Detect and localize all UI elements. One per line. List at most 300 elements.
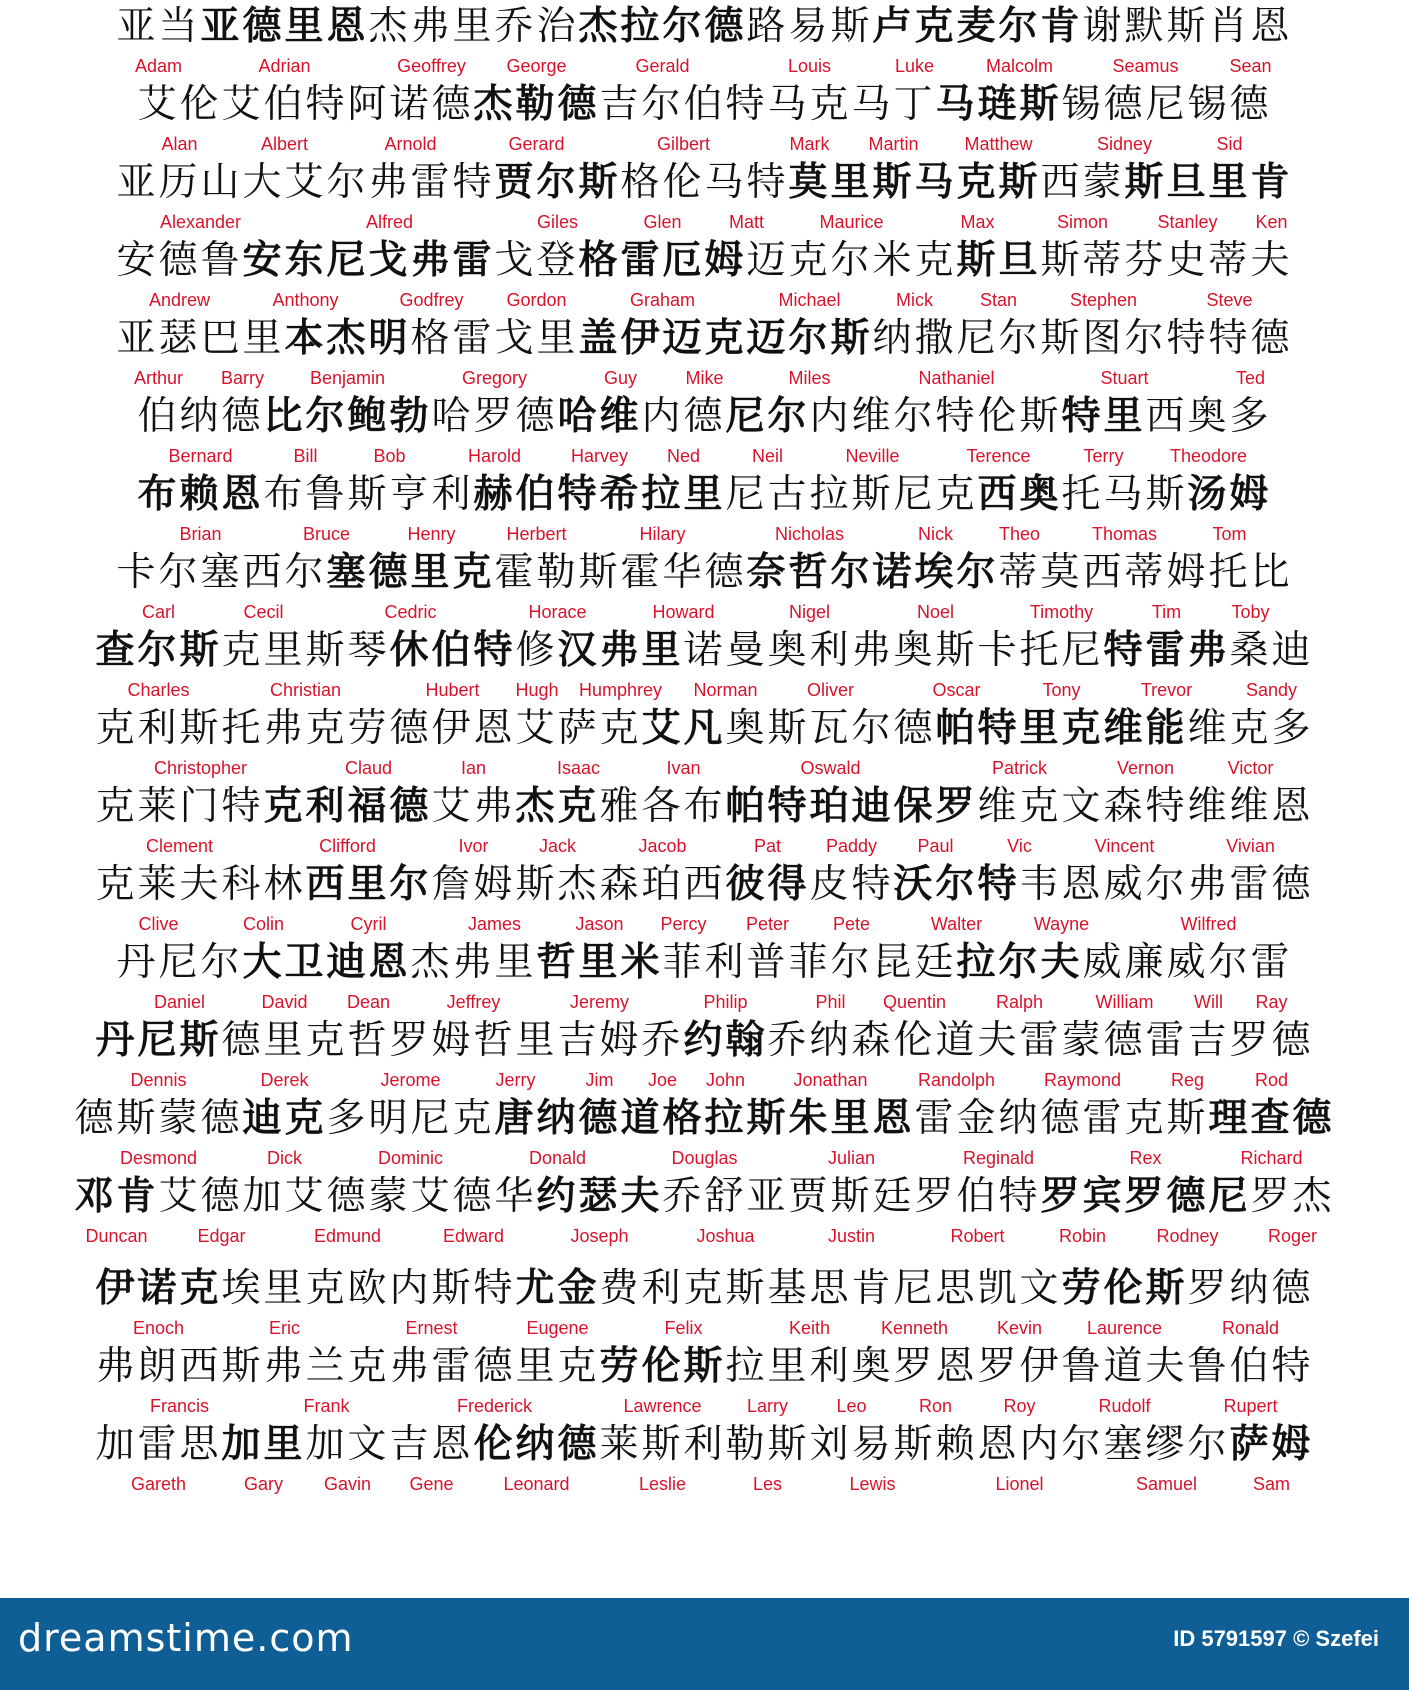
english-name-edgar: Edgar [197,1226,246,1246]
english-name-daniel: Daniel [153,992,206,1012]
chinese-name-desmond: 德斯蒙德 [74,1096,243,1141]
chinese-name-godfrey: 戈弗雷 [368,238,495,283]
english-name-enoch: Enoch [132,1318,185,1338]
english-name-nigel: Nigel [788,602,831,622]
english-name-jim: Jim [585,1070,614,1090]
chinese-name-samuel: 塞缪尔 [1103,1422,1230,1467]
english-name-guy: Guy [603,368,637,388]
chinese-name-pete: 皮特 [809,862,894,907]
name-row [0,234,1409,318]
chinese-name-joseph: 约瑟夫 [536,1174,663,1219]
chinese-name-ray: 雷 [1250,940,1293,985]
chinese-name-steve: 史蒂夫 [1166,238,1293,283]
chinese-name-dean: 迪恩 [326,940,411,985]
english-name-duncan: Duncan [85,1226,148,1246]
chinese-name-luke: 卢克 [872,4,957,49]
english-name-tony: Tony [1042,680,1081,700]
english-name-sidney: Sidney [1096,134,1153,154]
chinese-name-david: 大卫 [242,940,327,985]
english-name-albert: Albert [260,134,309,154]
english-name-john: John [705,1070,746,1090]
english-name-alfred: Alfred [365,212,414,232]
chinese-name-gene: 吉恩 [389,1422,474,1467]
chinese-name-enoch: 伊诺克 [95,1266,222,1311]
english-name-joshua: Joshua [696,1226,755,1246]
english-name-max: Max [960,212,995,232]
name-row [0,156,1409,240]
chinese-name-laurence: 劳伦斯 [1061,1266,1188,1311]
english-name-ernest: Ernest [405,1318,458,1338]
english-name-jason: Jason [575,914,624,934]
english-name-colin: Colin [242,914,285,934]
chinese-name-ivan: 艾凡 [641,706,726,751]
chinese-name-toby: 托比 [1208,550,1293,595]
name-row [0,1340,1409,1424]
chinese-name-stanley: 斯旦里 [1124,160,1251,205]
english-name-nick: Nick [918,524,953,544]
english-name-ivan: Ivan [666,758,701,778]
english-name-terry: Terry [1083,446,1124,466]
chinese-name-martin: 马丁 [851,82,936,127]
chinese-name-rupert: 鲁伯特 [1187,1344,1314,1389]
name-row [0,312,1409,396]
chinese-name-nathaniel: 纳撒尼尔 [872,316,1041,361]
chinese-name-sidney: 锡德尼 [1061,82,1188,127]
chinese-name-edgar: 艾德加 [158,1174,285,1219]
english-name-eric: Eric [269,1318,300,1338]
chinese-name-gary: 加里 [221,1422,306,1467]
chinese-name-jack: 杰克 [515,784,600,829]
english-name-stuart: Stuart [1100,368,1149,388]
english-name-thomas: Thomas [1091,524,1158,544]
english-name-larry: Larry [746,1396,788,1416]
english-name-jack: Jack [538,836,576,856]
chinese-name-oliver: 奥利弗 [767,628,894,673]
chinese-name-sid: 锡德 [1187,82,1272,127]
chinese-name-edward: 艾德华 [410,1174,537,1219]
english-name-gareth: Gareth [130,1474,187,1494]
chinese-name-neil: 尼尔 [725,394,810,439]
english-name-quentin: Quentin [882,992,947,1012]
english-name-gregory: Gregory [461,368,528,388]
english-name-tim: Tim [1151,602,1182,622]
chinese-name-vincent: 文森特 [1061,784,1188,829]
english-name-cedric: Cedric [384,602,437,622]
chinese-name-max: 马克斯 [914,160,1041,205]
chinese-name-donald: 唐纳德 [494,1096,621,1141]
english-name-bob: Bob [373,446,406,466]
chinese-name-geoffrey: 杰弗里 [368,4,495,49]
chinese-name-phil: 菲尔 [788,940,873,985]
english-name-tom: Tom [1212,524,1247,544]
english-name-gavin: Gavin [323,1474,372,1494]
english-name-sid: Sid [1216,134,1243,154]
english-name-alexander: Alexander [159,212,242,232]
chinese-name-joshua: 乔舒亚 [662,1174,789,1219]
english-name-ted: Ted [1235,368,1266,388]
chinese-name-percy: 珀西 [641,862,726,907]
english-name-harvey: Harvey [570,446,628,466]
chinese-name-theo: 西奥 [977,472,1062,517]
chinese-name-bill: 比尔 [263,394,348,439]
chinese-name-philip: 菲利普 [662,940,789,985]
english-name-humphrey: Humphrey [578,680,663,700]
english-name-rod: Rod [1254,1070,1289,1090]
english-name-pete: Pete [832,914,871,934]
chinese-name-howard: 霍华德 [620,550,747,595]
chinese-name-wilfred: 威尔弗雷德 [1103,862,1314,907]
english-name-roger: Roger [1267,1226,1318,1246]
english-name-stephen: Stephen [1069,290,1138,310]
english-name-terence: Terence [966,446,1031,466]
english-name-seamus: Seamus [1112,56,1179,76]
chinese-name-ralph: 拉尔夫 [956,940,1083,985]
english-name-paul: Paul [917,836,954,856]
english-name-lawrence: Lawrence [623,1396,702,1416]
english-name-hubert: Hubert [425,680,480,700]
english-name-rodney: Rodney [1156,1226,1219,1246]
chinese-name-keith: 基思 [767,1266,852,1311]
chinese-name-simon: 西蒙 [1040,160,1125,205]
english-name-gilbert: Gilbert [656,134,710,154]
chinese-name-terry: 特里 [1061,394,1146,439]
english-name-steve: Steve [1206,290,1253,310]
chinese-name-frederick: 弗雷德里克 [389,1344,600,1389]
english-name-glen: Glen [643,212,682,232]
name-row [0,1092,1409,1176]
english-name-vincent: Vincent [1094,836,1155,856]
chinese-name-cedric: 塞德里克 [326,550,495,595]
chinese-name-james: 詹姆斯 [431,862,558,907]
english-name-harold: Harold [467,446,522,466]
chinese-name-christian: 克里斯琴 [221,628,390,673]
english-name-noel: Noel [916,602,955,622]
chinese-name-horace: 霍勒斯 [494,550,621,595]
chinese-name-vivian: 维维恩 [1187,784,1314,829]
english-name-charles: Charles [127,680,190,700]
english-name-arnold: Arnold [384,134,437,154]
chinese-name-roy: 罗伊 [977,1344,1062,1389]
english-name-roy: Roy [1003,1396,1036,1416]
english-name-rex: Rex [1129,1148,1162,1168]
english-name-gordon: Gordon [506,290,567,310]
chinese-name-graham: 格雷厄姆 [578,238,747,283]
english-name-martin: Martin [868,134,919,154]
english-name-nathaniel: Nathaniel [918,368,995,388]
chinese-name-eugene: 尤金 [515,1266,600,1311]
chinese-name-barry: 巴里 [200,316,285,361]
english-name-adam: Adam [134,56,183,76]
chinese-name-timothy: 蒂莫西 [998,550,1125,595]
chinese-name-gilbert: 吉尔伯特 [599,82,768,127]
chinese-name-quentin: 昆廷 [872,940,957,985]
english-name-sean: Sean [1229,56,1272,76]
english-name-phil: Phil [815,992,846,1012]
english-name-mark: Mark [789,134,830,154]
english-name-les: Les [752,1474,783,1494]
english-name-neil: Neil [751,446,783,466]
english-name-jerry: Jerry [495,1070,536,1090]
chinese-name-terence: 特伦斯 [935,394,1062,439]
chinese-name-bruce: 布鲁斯 [263,472,390,517]
english-name-reginald: Reginald [962,1148,1035,1168]
english-name-nicholas: Nicholas [774,524,845,544]
chinese-name-brian: 布赖恩 [137,472,264,517]
english-name-walter: Walter [930,914,983,934]
chinese-name-mick: 米克 [872,238,957,283]
english-name-andrew: Andrew [148,290,211,310]
english-name-sandy: Sandy [1245,680,1298,700]
english-name-stan: Stan [979,290,1018,310]
english-name-oliver: Oliver [806,680,854,700]
chinese-name-randolph: 伦道夫 [893,1018,1020,1063]
chinese-name-pat: 帕特 [725,784,810,829]
english-name-trevor: Trevor [1140,680,1193,700]
chinese-name-michael: 迈克尔 [746,238,873,283]
name-row [0,1170,1409,1254]
english-name-hilary: Hilary [639,524,686,544]
chinese-name-victor: 维克多 [1187,706,1314,751]
chinese-name-rod: 罗德 [1229,1018,1314,1063]
chinese-name-bob: 鲍勃 [347,394,432,439]
english-name-christopher: Christopher [153,758,248,778]
english-name-dick: Dick [267,1148,302,1168]
english-name-victor: Victor [1227,758,1274,778]
english-name-patrick: Patrick [991,758,1047,778]
chinese-name-tony: 托尼 [1019,628,1104,673]
english-name-carl: Carl [141,602,175,622]
chinese-name-edmund: 艾德蒙 [284,1174,411,1219]
english-name-douglas: Douglas [671,1148,738,1168]
chinese-name-stuart: 斯图尔特 [1040,316,1209,361]
chinese-name-gordon: 戈登 [494,238,579,283]
chinese-name-paul: 保罗 [893,784,978,829]
english-name-dominic: Dominic [377,1148,443,1168]
english-name-leonard: Leonard [503,1474,570,1494]
chinese-name-gerald: 杰拉尔德 [578,4,747,49]
chinese-name-miles: 迈尔斯 [746,316,873,361]
english-name-percy: Percy [660,914,707,934]
chinese-name-tom: 汤姆 [1187,472,1272,517]
english-name-philip: Philip [703,992,748,1012]
english-name-theodore: Theodore [1169,446,1248,466]
english-name-oscar: Oscar [932,680,981,700]
name-row [0,78,1409,162]
chinese-name-harvey: 哈维 [557,394,642,439]
chinese-name-arnold: 阿诺德 [347,82,474,127]
english-name-william: William [1095,992,1154,1012]
english-name-gary: Gary [243,1474,283,1494]
english-name-adrian: Adrian [258,56,311,76]
english-name-frank: Frank [303,1396,350,1416]
chinese-name-christopher: 克利斯托弗 [95,706,306,751]
english-name-ray: Ray [1255,992,1288,1012]
english-name-ken: Ken [1255,212,1288,232]
chinese-name-jerry: 哲里 [473,1018,558,1063]
english-name-bill: Bill [293,446,318,466]
chinese-name-roger: 罗杰 [1250,1174,1335,1219]
english-name-kenneth: Kenneth [880,1318,949,1338]
chinese-name-gregory: 格雷戈里 [410,316,579,361]
name-row [0,702,1409,786]
english-name-paddy: Paddy [825,836,878,856]
english-name-benjamin: Benjamin [309,368,386,388]
name-row [0,936,1409,1020]
name-row [0,780,1409,864]
chinese-name-rudolf: 鲁道夫 [1061,1344,1188,1389]
chinese-name-mike: 迈克 [662,316,747,361]
english-name-desmond: Desmond [119,1148,198,1168]
chinese-name-reg: 雷吉 [1145,1018,1230,1063]
english-name-justin: Justin [827,1226,876,1246]
name-row [0,468,1409,552]
chinese-name-jerome: 哲罗姆 [347,1018,474,1063]
english-name-ivor: Ivor [458,836,489,856]
chinese-name-vernon: 维能 [1103,706,1188,751]
name-row [0,858,1409,942]
english-name-edward: Edward [442,1226,505,1246]
english-name-clive: Clive [138,914,179,934]
chinese-name-nick: 尼克 [893,472,978,517]
english-name-cyril: Cyril [350,914,387,934]
english-name-alan: Alan [161,134,198,154]
english-name-reg: Reg [1170,1070,1205,1090]
chinese-name-adrian: 亚德里恩 [200,4,369,49]
english-name-julian: Julian [827,1148,876,1168]
english-name-gerald: Gerald [635,56,690,76]
english-name-dean: Dean [346,992,391,1012]
english-name-ned: Ned [666,446,701,466]
english-name-bruce: Bruce [302,524,351,544]
english-name-rudolf: Rudolf [1098,1396,1151,1416]
english-name-gene: Gene [409,1474,454,1494]
english-name-malcolm: Malcolm [985,56,1053,76]
chinese-name-hilary: 希拉里 [599,472,726,517]
chinese-name-ted: 特德 [1208,316,1293,361]
english-name-clement: Clement [145,836,214,856]
chinese-name-jeffrey: 杰弗里 [410,940,537,985]
chinese-name-cyril: 西里尔 [305,862,432,907]
chinese-name-guy: 盖伊 [578,316,663,361]
brand-logo[interactable]: dreamstime.com [18,1616,354,1660]
chinese-name-ernest: 欧内斯特 [347,1266,516,1311]
chinese-name-dick: 迪克 [242,1096,327,1141]
english-name-godfrey: Godfrey [399,290,464,310]
chinese-name-sean: 肖恩 [1208,4,1293,49]
english-name-ralph: Ralph [995,992,1044,1012]
english-name-barry: Barry [220,368,264,388]
english-name-felix: Felix [664,1318,703,1338]
english-name-jeffrey: Jeffrey [446,992,501,1012]
chinese-name-duncan: 邓肯 [74,1174,159,1219]
chinese-name-isaac: 艾萨克 [515,706,642,751]
chinese-name-louis: 路易斯 [746,4,873,49]
english-name-herbert: Herbert [506,524,567,544]
english-name-laurence: Laurence [1086,1318,1163,1338]
chinese-name-kenneth: 肯尼思 [851,1266,978,1311]
english-name-giles: Giles [536,212,578,232]
english-name-mick: Mick [896,290,933,310]
chinese-name-humphrey: 汉弗里 [557,628,684,673]
english-name-timothy: Timothy [1029,602,1094,622]
chinese-name-rodney: 罗德尼 [1124,1174,1251,1219]
chinese-name-norman: 诺曼 [683,628,768,673]
english-name-simon: Simon [1056,212,1109,232]
chinese-name-ivor: 艾弗 [431,784,516,829]
english-name-leslie: Leslie [638,1474,687,1494]
english-name-matthew: Matthew [964,134,1033,154]
chinese-name-kevin: 凯文 [977,1266,1062,1311]
english-name-peter: Peter [745,914,790,934]
chinese-name-leslie: 莱斯利 [599,1422,726,1467]
chinese-name-gavin: 加文 [305,1422,390,1467]
chinese-name-felix: 费利克斯 [599,1266,768,1311]
chinese-name-nigel: 奈哲尔 [746,550,873,595]
chinese-name-robert: 罗伯特 [914,1174,1041,1219]
english-name-samuel: Samuel [1135,1474,1198,1494]
english-name-joseph: Joseph [570,1226,629,1246]
chinese-name-leo: 利奥 [809,1344,894,1389]
chinese-name-hugh: 修 [515,628,558,673]
english-name-pat: Pat [753,836,782,856]
chinese-name-stan: 斯旦 [956,238,1041,283]
english-name-lewis: Lewis [849,1474,896,1494]
chinese-name-glen: 格伦 [620,160,705,205]
english-name-will: Will [1194,992,1223,1012]
chinese-name-matthew: 马琏斯 [935,82,1062,127]
english-name-wayne: Wayne [1033,914,1090,934]
chinese-name-raymond: 雷蒙德 [1019,1018,1146,1063]
chinese-name-malcolm: 麦尔肯 [956,4,1083,49]
name-row [0,390,1409,474]
chinese-name-sandy: 桑迪 [1229,628,1314,673]
english-name-vernon: Vernon [1116,758,1175,778]
chinese-name-will: 威尔 [1166,940,1251,985]
chinese-name-alfred: 艾尔弗雷特 [284,160,495,205]
english-name-james: James [467,914,521,934]
english-name-howard: Howard [652,602,715,622]
chinese-name-andrew: 安德鲁 [116,238,243,283]
chinese-name-tim: 蒂姆 [1124,550,1209,595]
chinese-name-neville: 内维尔 [809,394,936,439]
english-name-donald: Donald [528,1148,587,1168]
chinese-name-john: 约翰 [683,1018,768,1063]
chinese-name-clive: 克莱夫 [95,862,222,907]
chinese-name-jeremy: 哲里米 [536,940,663,985]
english-name-jeremy: Jeremy [569,992,629,1012]
english-name-graham: Graham [629,290,696,310]
english-name-lionel: Lionel [995,1474,1044,1494]
chinese-name-oscar: 奥斯卡 [893,628,1020,673]
chinese-name-charles: 查尔斯 [95,628,222,673]
chinese-name-clifford: 克利福德 [263,784,432,829]
chinese-name-william: 威廉 [1082,940,1167,985]
chinese-name-richard: 理查德 [1208,1096,1335,1141]
english-name-wilfred: Wilfred [1180,914,1237,934]
english-name-gerard: Gerard [508,134,565,154]
english-name-raymond: Raymond [1043,1070,1122,1090]
english-name-ron: Ron [918,1396,953,1416]
chinese-name-anthony: 安东尼 [242,238,369,283]
chinese-name-dominic: 多明尼克 [326,1096,495,1141]
english-name-leo: Leo [836,1396,867,1416]
chinese-name-vic: 维克 [977,784,1062,829]
english-name-robin: Robin [1058,1226,1107,1246]
chinese-name-hubert: 休伯特 [389,628,516,673]
chinese-name-herbert: 赫伯特 [473,472,600,517]
chinese-name-theodore: 西奥多 [1145,394,1272,439]
photo-id-credit: ID 5791597 © Szefei [1173,1626,1379,1651]
